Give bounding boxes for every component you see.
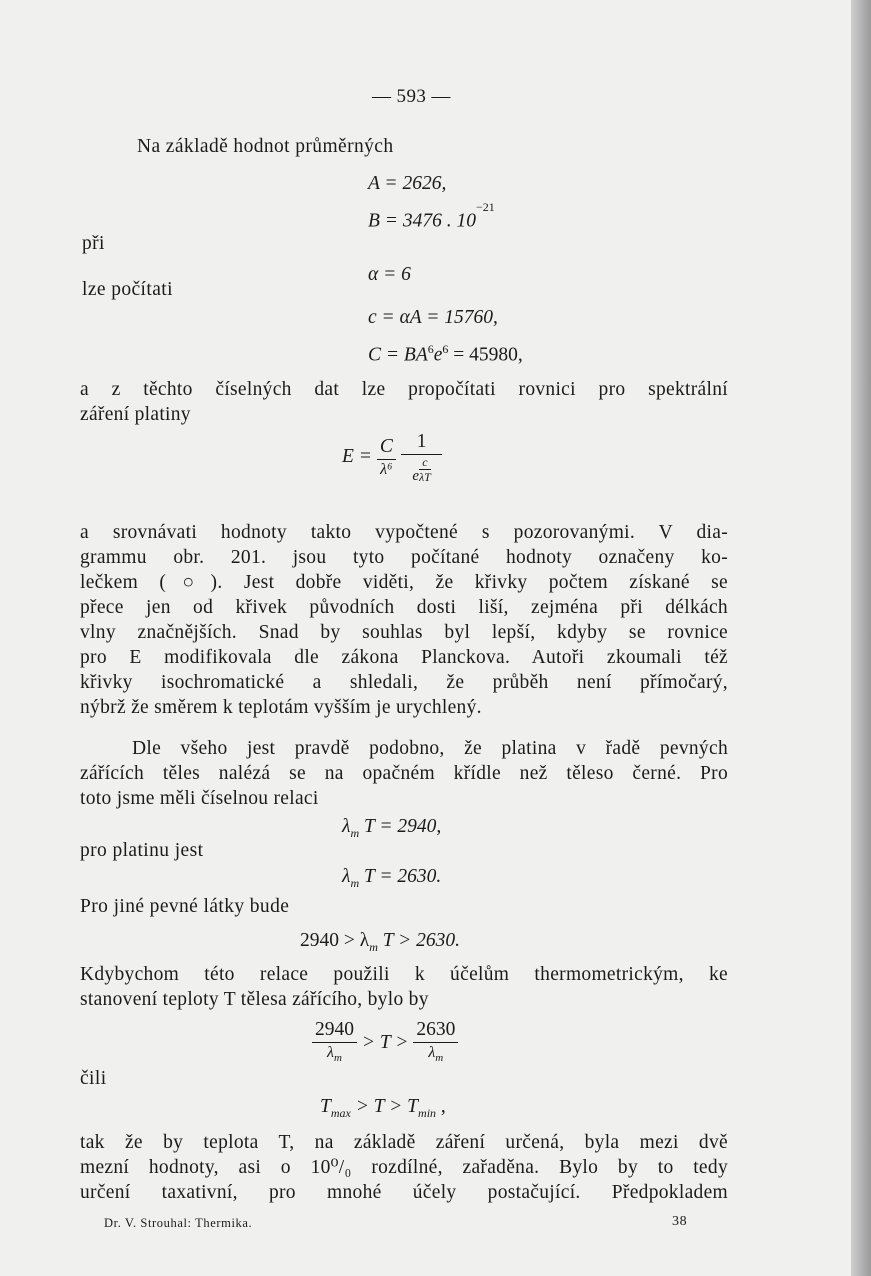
relation-1-rest: T = 2940, bbox=[359, 816, 442, 837]
constant-c-text: c = αA = 15760, bbox=[368, 307, 498, 328]
fraction-right-sub: m bbox=[435, 1052, 444, 1065]
tmax-sub2: min bbox=[418, 1105, 437, 1120]
constant-alpha bbox=[368, 264, 411, 286]
formula-E-num1: C bbox=[377, 435, 396, 460]
formula-E-fraction-2 bbox=[401, 430, 443, 484]
constant-C-pre: C = BA bbox=[368, 344, 428, 366]
fraction-left-sub: m bbox=[333, 1052, 342, 1065]
page-number: — 593 — bbox=[372, 86, 451, 107]
paragraph-2-line: křivky isochromatické a shledali, že průběh není přímočarý, bbox=[80, 672, 728, 693]
paragraph-5-line: tak že by teplota T, na základě záření určená, byla mezi dvě bbox=[80, 1132, 728, 1153]
formula-E-den2 bbox=[401, 455, 443, 484]
constant-C-sup1: 6 bbox=[427, 342, 434, 356]
paragraph-1 bbox=[80, 377, 728, 427]
paragraph-1-line: a z těchto číselných dat lze propočítati rovnici pro spektrální bbox=[80, 379, 728, 400]
tmax-mid: > T > bbox=[350, 1096, 408, 1117]
paragraph-3-line: toto jsme měli číselnou relaci bbox=[80, 788, 319, 809]
constant-B-exponent: −21 bbox=[475, 200, 495, 214]
relation-2-lambda: λ bbox=[342, 866, 351, 887]
fraction-right-lambda: λ bbox=[428, 1044, 436, 1061]
paragraph-4 bbox=[80, 962, 728, 1012]
inequality bbox=[300, 930, 460, 955]
relation-1-sub: m bbox=[350, 825, 360, 840]
formula-E-exp-den: λT bbox=[418, 470, 431, 484]
constant-B-text: B = 3476 . 10 bbox=[368, 210, 476, 232]
fraction-right-den bbox=[413, 1043, 458, 1068]
tmax-inequality bbox=[320, 1096, 446, 1121]
relation-2-sub: m bbox=[350, 875, 360, 890]
fraction-right-num: 2630 bbox=[413, 1018, 458, 1043]
paragraph-2 bbox=[80, 520, 728, 720]
relation-1-lambda: λ bbox=[342, 816, 351, 837]
fraction-right bbox=[413, 1018, 458, 1068]
tmax-sub1: max bbox=[330, 1105, 351, 1120]
constant-c bbox=[368, 307, 498, 329]
constant-A bbox=[368, 173, 446, 195]
formula-E-exp-num: c bbox=[419, 455, 431, 470]
constant-C-post: = 45980, bbox=[448, 344, 523, 366]
paragraph-2-line: nýbrž že směrem k teplotám vyšším je urychlený. bbox=[80, 697, 482, 718]
footer-sheet-number: 38 bbox=[672, 1214, 688, 1229]
tmax-end: , bbox=[436, 1096, 446, 1117]
intro-line: Na základě hodnot průměrných bbox=[137, 136, 394, 157]
constant-C-sup2: 6 bbox=[442, 342, 449, 356]
label-lze: lze počítati bbox=[82, 279, 173, 300]
fraction-inequality bbox=[312, 1018, 458, 1068]
formula-E-num2: 1 bbox=[401, 430, 443, 455]
relation-2-rest: T = 2630. bbox=[359, 866, 442, 887]
fraction-middle: > T > bbox=[361, 1032, 409, 1054]
pro-platinu-label: pro platinu jest bbox=[80, 840, 204, 861]
inequality-right: T > 2630. bbox=[377, 930, 461, 951]
paragraph-1-line: záření platiny bbox=[80, 404, 191, 425]
formula-E-den2-base: e bbox=[412, 468, 419, 484]
cili-label: čili bbox=[80, 1068, 107, 1089]
tmax-T2: T bbox=[407, 1096, 419, 1117]
inequality-left: 2940 > λ bbox=[300, 930, 370, 951]
paragraph-2-line: grammu obr. 201. jsou tyto počítané hodnoty označeny ko- bbox=[80, 547, 728, 568]
paragraph-3-line: zářících těles nalézá se na opačném křídle než těleso černé. Pro bbox=[80, 763, 728, 784]
constant-C bbox=[368, 342, 523, 367]
fraction-left-num: 2940 bbox=[312, 1018, 357, 1043]
paragraph-3-line: Dle všeho jest pravdě podobno, že platina v řadě pevných bbox=[132, 738, 728, 759]
relation-2 bbox=[342, 866, 441, 891]
constant-A-text: A = 2626, bbox=[368, 173, 447, 194]
paragraph-2-line: přece jen od křivek původních dosti liší, zejména při délkách bbox=[80, 597, 728, 618]
pro-jine-label: Pro jiné pevné látky bude bbox=[80, 896, 290, 917]
constant-alpha-text: α = 6 bbox=[368, 264, 411, 285]
formula-E-lhs: E = bbox=[342, 446, 372, 467]
label-pri: při bbox=[82, 233, 105, 254]
paragraph-2-line: a srovnávati hodnoty takto vypočtené s pozorovanými. V dia- bbox=[80, 522, 728, 543]
page-edge-shadow bbox=[851, 0, 871, 1276]
inequality-sub: m bbox=[369, 939, 378, 954]
relation-1 bbox=[342, 816, 441, 841]
constant-C-mid: e bbox=[433, 344, 443, 366]
paragraph-2-line: vlny značnějších. Snad by souhlas byl lepší, kdyby se rovnice bbox=[80, 622, 728, 643]
formula-E bbox=[342, 430, 442, 484]
constant-B bbox=[368, 200, 495, 233]
formula-E-fraction-1 bbox=[377, 435, 396, 480]
paragraph-5 bbox=[80, 1130, 728, 1205]
fraction-left bbox=[312, 1018, 357, 1068]
paragraph-2-line: pro E modifikovala dle zákona Planckova. Autoři zkoumali též bbox=[80, 647, 728, 668]
fraction-left-den bbox=[312, 1043, 357, 1068]
formula-E-den1: λ⁶ bbox=[380, 460, 393, 478]
paragraph-4-line: stanovení teploty T tělesa zářícího, bylo by bbox=[80, 989, 429, 1010]
tmax-T1: T bbox=[320, 1096, 331, 1117]
paragraph-5-line: mezní hodnoty, asi o 10⁰/₀ rozdílné, zařaděna. Bylo by to tedy bbox=[80, 1157, 728, 1178]
fraction-left-lambda: λ bbox=[327, 1044, 334, 1061]
paragraph-4-line: Kdybychom této relace použili k účelům thermometrickým, ke bbox=[80, 964, 728, 985]
paragraph-2-line: lečkem (○). Jest dobře viděti, že křivky počtem získané se bbox=[80, 572, 728, 593]
footer-author: Dr. V. Strouhal: Thermika. bbox=[104, 1216, 253, 1230]
paragraph-3 bbox=[80, 736, 728, 811]
paragraph-5-line: určení taxativní, pro mnohé účely postačující. Předpokladem bbox=[80, 1182, 728, 1203]
